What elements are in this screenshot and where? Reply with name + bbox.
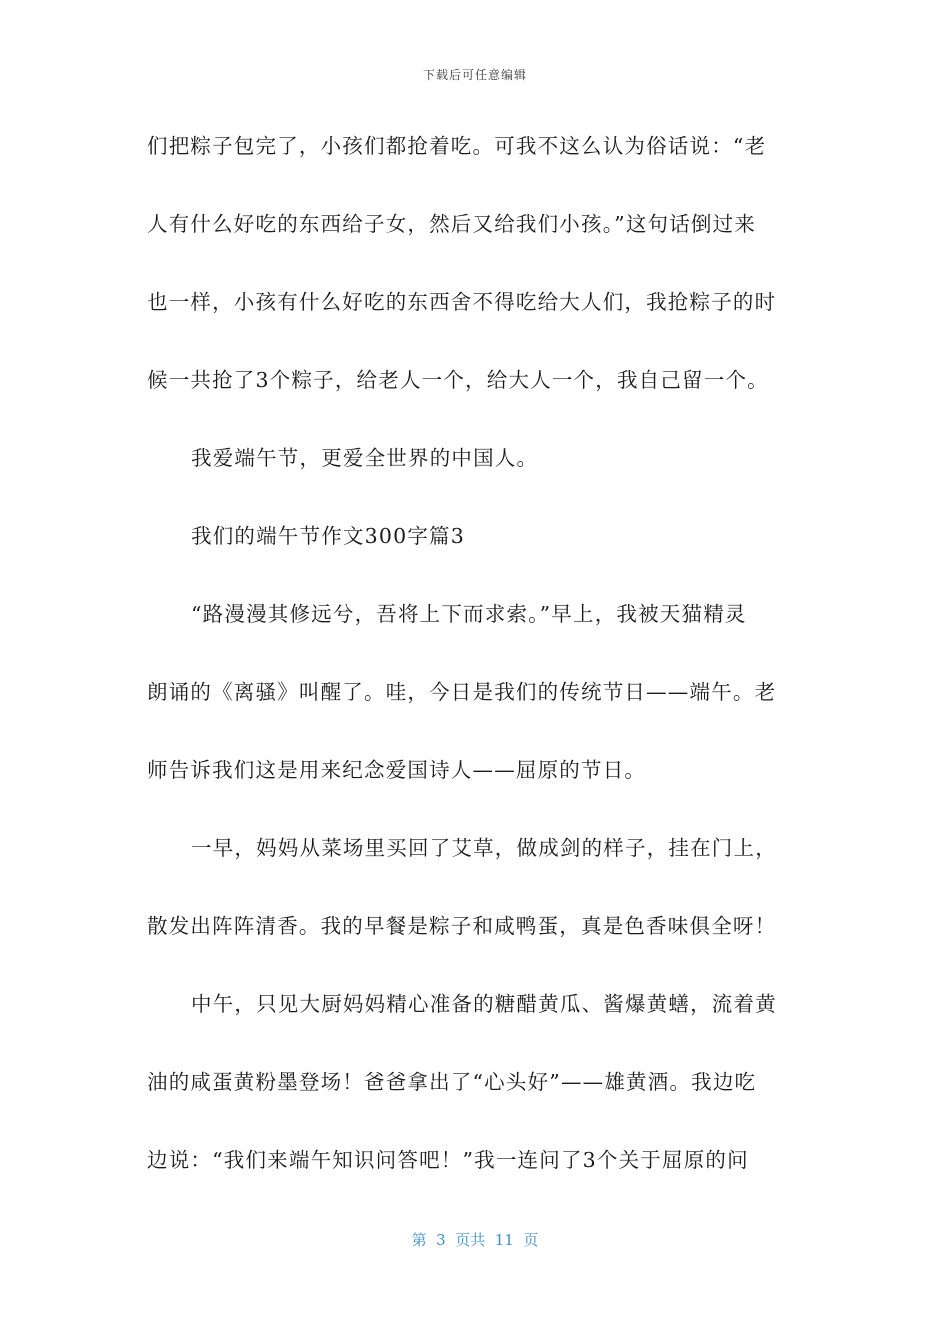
paragraph-line: 中午，只见大厨妈妈精心准备的糖醋黄瓜、酱爆黄蟮，流着黄 [191, 992, 777, 1016]
text-line: 候一共抢了3个粽子，给老人一个，给大人一个，我自己留一个。 [147, 368, 769, 392]
page-header: 下载后可任意编辑 [422, 68, 527, 82]
text-line: 油的咸蛋黄粉墨登场！爸爸拿出了“心头好”——雄黄酒。我边吃 [147, 1070, 757, 1094]
page-number-footer: 第 3 页共 11 页 [411, 1231, 539, 1249]
paragraph-line: “路漫漫其修远兮，吾将上下而求索。”早上，我被天猫精灵 [191, 602, 747, 626]
document-body [147, 128, 797, 1220]
text-line: 朗诵的《离骚》叫醒了。哇，今日是我们的传统节日——端午。老 [147, 680, 777, 704]
text-line: 们把粽子包完了，小孩们都抢着吃。可我不这么认为俗话说：“老 [147, 134, 767, 158]
text-line: 边说：“我们来端午知识问答吧！”我一连问了3个关于屈原的问 [147, 1148, 749, 1172]
paragraph-line: 一早，妈妈从菜场里买回了艾草，做成剑的样子，挂在门上， [191, 836, 777, 860]
text-line: 也一样，小孩有什么好吃的东西舍不得吃给大人们，我抢粽子的时 [147, 290, 777, 314]
text-line: 师告诉我们这是用来纪念爱国诗人——屈原的节日。 [147, 758, 647, 782]
paragraph-line: 我爱端午节，更爱全世界的中国人。 [191, 446, 539, 470]
text-line: 散发出阵阵清香。我的早餐是粽子和咸鸭蛋，真是色香味俱全呀！ [147, 914, 777, 938]
text-line: 人有什么好吃的东西给子女，然后又给我们小孩。”这句话倒过来 [147, 212, 757, 236]
section-title: 我们的端午节作文300字篇3 [191, 524, 465, 548]
